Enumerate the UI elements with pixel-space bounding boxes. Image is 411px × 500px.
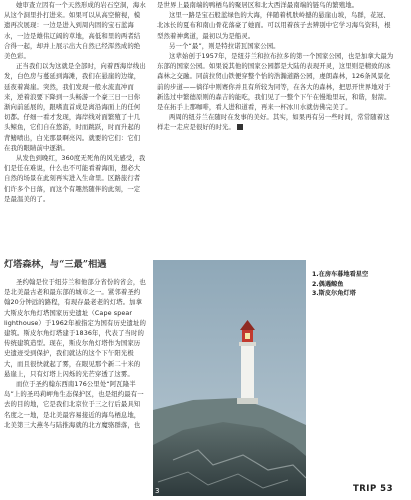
caption: 3.斯皮尔角灯塔 [312,290,356,297]
paragraph: 她审查立因有一个天然形成的岩石空洞，海水从这个洞里扑打进来。如果可以从高空俯视，模遗再次展现：一边是进入到周内固的宝石蓝海水，一边是雄伟辽阔的草地，高低和里的两者结合得一起，却并上展示出大自然已经浑然成的绝美色彩。 [4,1,146,61]
paragraph: 这辈始创于1957年，是纽芬兰和拉布拉多的第一个国家公园，也是加拿大最为东部的国家公园。如果说其他的国家公园都是大陆的表现开灵，这里则是精致的冰森林之交融。同前拉贸山铁便穿整个怡的浩瀚道路公园，虔朗森林，126条风景化前的步道——徜徉中则赛你并且有所较为同等，在各大的森林，把思开世界地对于新选过中繁德原则的森吉的能吃，我们见了一整个下午在慢地里玩，和谐，射箭。是在拓手上那咖啡，看人进和道看，再来一杯冰川水就仿佛完美了。 [157,52,394,112]
caption: 1.在房车暮地看星空 [312,271,369,278]
paragraph: 圣约翰是位于纽芬兰和他部分省份的省会，也是北美最古老和最东部的城市之一。紧邻着圣约翰20分钟远的路程，有现存最老老的灯塔。加拿大斯皮尔角灯塔国家历史遗址（Cape spear lighthouse）于1962年被指定为国有历史遗址的建筑。斯皮尔角灯塔建于1836年，代表了当时的传统建筑造型。现在，斯皮尔角灯塔作为国家历史遗迹受到保护，我们就达的这个下午阳光极大，而且很快就起了雾，在眼见那个新二十米的悬崖上，只有灯塔上闪烁的光芒穿透了这雾。 [4,278,146,378]
paragraph: 是世界上最南端的鸭栖鸟的聚居区和北大西洋最南端的链鸟的繁殖地。 [157,1,359,9]
paragraph: 另一个“最”，则是特拉诺瓦国家公园。 [169,41,280,50]
paragraph: 从发色到晚红，360度无死角的风光感受，我们是任在难说，什么也不可能看着海面，想必大自然的场景在此刻再实进入生命里。区路旅行者们许多个日落，而这个有趣然随伴的此刻，一定是最温美的了。 [4,154,146,203]
article-column-left-lower [4,277,146,430]
page-footer: TRIP 53 [352,484,393,494]
article-column-left [4,0,146,204]
lighthouse-image [153,260,306,496]
paragraph: 正当我们以为这就是全部时，向着西海岸线出发，白色房与蔓延到海滩，我们在悬崖的边缘，延夜着嵩崖。突然，我们发现一般水流直冲而来，逆着浪要下降到一头畅游一个豪三日一日你渐向前延展的，跟嗜直首成是离沿海面上的任何切都。仔细一看才发现，海岸线对面繁殖了十几头鲸鱼，它们自在悠游，时而跳跃，时而升起的背鳍喷出，白光那景啊亮闪。就要的它们：它们在我的眼睛前中逐渐。 [4,62,146,152]
article-column-right [157,0,395,133]
paragraph: 这里一路是宝石般蓝绿色的大海，伴随着机肤岭撼的悬崖山坡，鸟群，花冠、北冰长的夏布和南山骨花落豪了她面。可以用着孩子去辨别中它学习海鸟资料，根型然着神禽道，最初以为是船灵。 [157,11,391,40]
photo-number: 3 [155,487,160,495]
lighthouse-photo [153,260,306,496]
paragraph-text: 两周的纽芬兰在随时在发事的美好。其实，如果再有另一些时间，常常随着这样走一走应是很好的时光。 [157,113,390,132]
paragraph [157,112,395,132]
photo-captions [312,270,410,299]
paragraph: 而位于圣约翰东西南176公里处“阿瓦隆半岛”上的圣玛莉岬角生态保护区，也是纽约最有一去的目的地，它是我们北京位于三之行后最具知名度之一地，是北美最容易接近的海鸟栖息地，北美第三大燕冬与陆推海就的北方魔骆群落，也 [4,380,144,429]
caption: 2.偶遇鲸鱼 [312,280,344,288]
section-heading: 灯塔森林，与“三最”相遇 [4,259,107,270]
end-mark-icon [237,124,243,130]
